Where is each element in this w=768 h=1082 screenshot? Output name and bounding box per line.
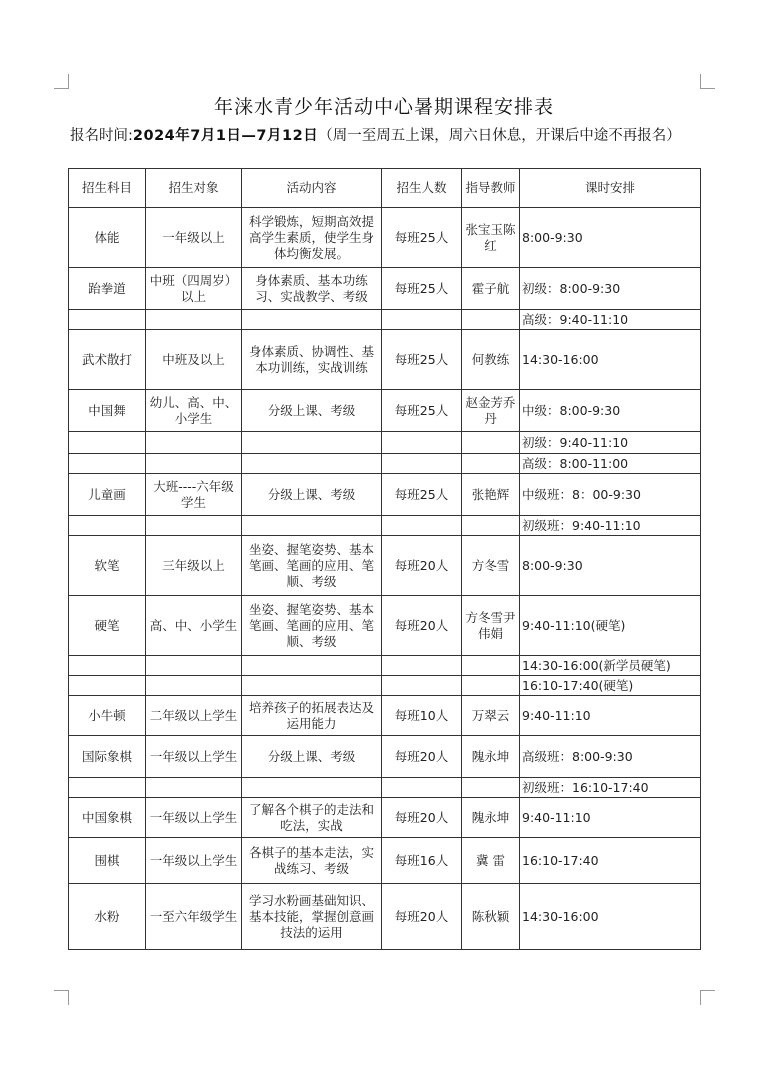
registration-label: 报名时间:	[70, 128, 133, 144]
cell-teacher: 赵金芳乔丹	[462, 390, 520, 432]
cell-content	[242, 454, 382, 474]
cell-schedule: 8:00-9:30	[520, 536, 701, 596]
cell-schedule: 9:40-11:10	[520, 798, 701, 838]
cell-content: 分级上课、考级	[242, 390, 382, 432]
cell-enroll: 每班20人	[382, 798, 462, 838]
table-row	[69, 516, 701, 536]
cell-subject: 中国舞	[69, 390, 146, 432]
cell-teacher: 张宝玉陈红	[462, 208, 520, 268]
cell-target	[146, 516, 242, 536]
cell-subject: 硬笔	[69, 596, 146, 656]
cell-target: 一至六年级学生	[146, 884, 242, 950]
cell-content: 分级上课、考级	[242, 474, 382, 516]
cell-target: 一年级以上学生	[146, 798, 242, 838]
cell-target: 大班----六年级学生	[146, 474, 242, 516]
cell-schedule: 初级班：9:40-11:10	[520, 516, 701, 536]
table-row	[69, 736, 701, 778]
cell-subject: 儿童画	[69, 474, 146, 516]
registration-note: （周一至周五上课，周六日休息，开课后中途不再报名）	[318, 128, 681, 144]
cell-teacher: 冀 雷	[462, 838, 520, 884]
cell-teacher	[462, 676, 520, 696]
cell-teacher: 霍子航	[462, 268, 520, 310]
cell-enroll	[382, 310, 462, 330]
cell-subject: 中国象棋	[69, 798, 146, 838]
cell-enroll: 每班25人	[382, 330, 462, 390]
cell-target: 幼儿、高、中、小学生	[146, 390, 242, 432]
header-content: 活动内容	[242, 169, 382, 208]
page-corner-mark	[700, 990, 715, 1005]
cell-subject	[69, 656, 146, 676]
cell-teacher	[462, 432, 520, 454]
cell-teacher	[462, 778, 520, 798]
cell-target: 二年级以上学生	[146, 696, 242, 736]
cell-teacher: 何教练	[462, 330, 520, 390]
cell-teacher: 张艳辉	[462, 474, 520, 516]
cell-enroll: 每班16人	[382, 838, 462, 884]
cell-enroll	[382, 454, 462, 474]
cell-content: 各棋子的基本走法，实战练习、考级	[242, 838, 382, 884]
header-schedule: 课时安排	[520, 169, 701, 208]
cell-content	[242, 310, 382, 330]
header-subject: 招生科目	[69, 169, 146, 208]
cell-subject	[69, 516, 146, 536]
page-corner-mark	[54, 74, 69, 89]
cell-schedule: 16:10-17:40	[520, 838, 701, 884]
cell-subject	[69, 676, 146, 696]
cell-target	[146, 656, 242, 676]
cell-enroll: 每班25人	[382, 268, 462, 310]
cell-subject: 国际象棋	[69, 736, 146, 778]
cell-content: 学习水粉画基础知识、基本技能，掌握创意画技法的运用	[242, 884, 382, 950]
cell-subject: 水粉	[69, 884, 146, 950]
cell-enroll: 每班25人	[382, 390, 462, 432]
cell-subject	[69, 778, 146, 798]
table-row	[69, 432, 701, 454]
cell-teacher	[462, 310, 520, 330]
cell-teacher: 方冬雪	[462, 536, 520, 596]
cell-content: 科学锻炼，短期高效提高学生素质，使学生身体均衡发展。	[242, 208, 382, 268]
cell-target: 三年级以上	[146, 536, 242, 596]
cell-content: 培养孩子的拓展表达及运用能力	[242, 696, 382, 736]
page-corner-mark	[54, 990, 69, 1005]
table-row	[69, 310, 701, 330]
document-title: 年涞水青少年活动中心暑期课程安排表	[213, 96, 554, 118]
schedule-table	[68, 168, 701, 950]
cell-enroll: 每班25人	[382, 208, 462, 268]
cell-schedule: 14:30-16:00	[520, 884, 701, 950]
table-row	[69, 676, 701, 696]
cell-content: 坐姿、握笔姿势、基本笔画、笔画的应用、笔顺、考级	[242, 536, 382, 596]
cell-content: 身体素质、协调性、基本功训练，实战训练	[242, 330, 382, 390]
table-row	[69, 596, 701, 656]
cell-enroll	[382, 778, 462, 798]
cell-content: 身体素质、基本功练习、实战教学、考级	[242, 268, 382, 310]
cell-teacher	[462, 454, 520, 474]
header-enroll: 招生人数	[382, 169, 462, 208]
cell-schedule: 初级班：16:10-17:40	[520, 778, 701, 798]
cell-schedule: 高级班：8:00-9:30	[520, 736, 701, 778]
table-row	[69, 330, 701, 390]
table-row	[69, 208, 701, 268]
cell-schedule: 16:10-17:40(硬笔)	[520, 676, 701, 696]
registration-dates: 2024年7月1日—7月12日	[132, 128, 319, 144]
cell-enroll: 每班25人	[382, 474, 462, 516]
cell-content: 坐姿、握笔姿势、基本笔画、笔画的应用、笔顺、考级	[242, 596, 382, 656]
cell-enroll: 每班20人	[382, 884, 462, 950]
cell-enroll	[382, 516, 462, 536]
cell-enroll: 每班10人	[382, 696, 462, 736]
cell-enroll	[382, 432, 462, 454]
cell-content	[242, 676, 382, 696]
cell-schedule: 中级班：8：00-9:30	[520, 474, 701, 516]
table-row	[69, 884, 701, 950]
page-corner-mark	[700, 74, 715, 89]
cell-teacher: 万翠云	[462, 696, 520, 736]
cell-subject: 跆拳道	[69, 268, 146, 310]
cell-subject	[69, 432, 146, 454]
cell-schedule: 高级：9:40-11:10	[520, 310, 701, 330]
cell-target: 中班（四周岁）以上	[146, 268, 242, 310]
cell-subject: 软笔	[69, 536, 146, 596]
cell-teacher: 方冬雪尹伟娟	[462, 596, 520, 656]
cell-enroll: 每班20人	[382, 596, 462, 656]
cell-subject: 小牛顿	[69, 696, 146, 736]
cell-schedule: 高级：8:00-11:00	[520, 454, 701, 474]
table-header-row	[69, 169, 701, 208]
cell-subject	[69, 454, 146, 474]
cell-subject: 武术散打	[69, 330, 146, 390]
header-target: 招生对象	[146, 169, 242, 208]
cell-schedule: 14:30-16:00(新学员硬笔)	[520, 656, 701, 676]
cell-target	[146, 676, 242, 696]
cell-content: 分级上课、考级	[242, 736, 382, 778]
cell-teacher: 隗永坤	[462, 736, 520, 778]
cell-teacher: 隗永坤	[462, 798, 520, 838]
table-row	[69, 474, 701, 516]
cell-subject: 体能	[69, 208, 146, 268]
table-row	[69, 454, 701, 474]
cell-teacher: 陈秋颖	[462, 884, 520, 950]
cell-content: 了解各个棋子的走法和吃法，实战	[242, 798, 382, 838]
table-row	[69, 656, 701, 676]
cell-content	[242, 432, 382, 454]
cell-teacher	[462, 516, 520, 536]
table-row	[69, 268, 701, 310]
cell-target: 一年级以上学生	[146, 736, 242, 778]
cell-enroll	[382, 676, 462, 696]
cell-enroll: 每班20人	[382, 536, 462, 596]
cell-schedule: 初级：9:40-11:10	[520, 432, 701, 454]
table-row	[69, 798, 701, 838]
table-row	[69, 390, 701, 432]
header-teacher: 指导教师	[462, 169, 520, 208]
cell-target	[146, 778, 242, 798]
cell-enroll	[382, 656, 462, 676]
cell-subject: 围棋	[69, 838, 146, 884]
cell-target	[146, 432, 242, 454]
cell-target: 中班及以上	[146, 330, 242, 390]
table-row	[69, 536, 701, 596]
cell-target	[146, 454, 242, 474]
registration-info	[70, 126, 710, 146]
cell-target: 高、中、小学生	[146, 596, 242, 656]
cell-schedule: 中级：8:00-9:30	[520, 390, 701, 432]
cell-schedule: 14:30-16:00	[520, 330, 701, 390]
cell-content	[242, 516, 382, 536]
cell-enroll: 每班20人	[382, 736, 462, 778]
cell-schedule: 初级：8:00-9:30	[520, 268, 701, 310]
cell-subject	[69, 310, 146, 330]
cell-schedule: 9:40-11:10	[520, 696, 701, 736]
cell-schedule: 9:40-11:10(硬笔)	[520, 596, 701, 656]
table-row	[69, 838, 701, 884]
cell-target: 一年级以上学生	[146, 838, 242, 884]
table-row	[69, 696, 701, 736]
cell-content	[242, 656, 382, 676]
table-row	[69, 778, 701, 798]
cell-target: 一年级以上	[146, 208, 242, 268]
cell-teacher	[462, 656, 520, 676]
cell-target	[146, 310, 242, 330]
cell-content	[242, 778, 382, 798]
cell-schedule: 8:00-9:30	[520, 208, 701, 268]
